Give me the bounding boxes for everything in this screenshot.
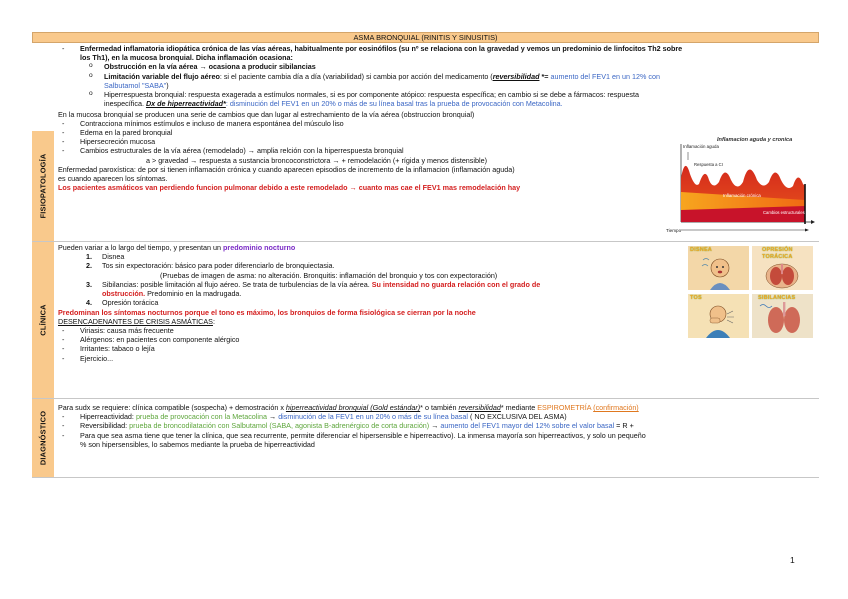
definition-line-1: - Enfermedad inflamatoria idiopática crónica de las vías aéreas, habitualmente por eosinófilos (su nº se relaciona con la gravedad y vemos un predominio de linfocitos Th2 sobre — [80, 44, 683, 53]
label-tiempo: Tiempo — [666, 228, 682, 233]
diagnostico-item-note: - Para que sea asma tiene que tener la clínica, que sea recurrente, permite diferenciar el hipersensible e hiperreactivo). La inmensa mayoría son hiperreactivos, y solo un pequeño % son hipersensibles, lo sabemos mediante la prueba de hiperreactividad — [58, 431, 817, 449]
symptom-sub: (Pruebas de imagen de asma: no alteración. Bronquitis: inflamación del bronquio y tos con expectoración) — [160, 270, 498, 280]
diagnostico-content — [58, 403, 817, 449]
document-title: ASMA BRONQUIAL (RINITIS Y SINUSITIS) — [32, 32, 819, 43]
side-label-text: DIAGNÓSTICO — [38, 410, 48, 466]
section-label-diagnostico — [32, 399, 54, 477]
trigger-item: - Alérgenos: en pacientes con componente alérgico — [58, 335, 817, 344]
remodel-item: - Contracciona mínimos estímulos e incluso de manera espontánea del músculo liso — [58, 119, 817, 128]
triggers-heading: DESENCADENANTES DE CRISIS ASMÁTICAS: — [58, 316, 215, 326]
symptom-card-opresion — [752, 246, 813, 290]
section-fisiopatologia — [32, 43, 819, 242]
label-disnea: DISNEA — [690, 247, 712, 253]
label-estructurales: Cambios estructurales — [763, 210, 805, 215]
label-cronica: Inflamación crónica — [723, 193, 761, 198]
definition-item — [58, 44, 817, 109]
figure-title: Inflamacion aguda y cronica — [717, 137, 793, 143]
section-label-clinica — [32, 242, 54, 398]
trigger-item: - Irritantes: tabaco o lejía — [58, 344, 817, 353]
consequence-item: o Limitación variable del flujo aéreo: si el paciente cambia día a día (variabilidad) si cambia por acción del medicamento (reversibilidad *= aumento del FEV1 en un 12% con Salbutamol "SABA") — [80, 72, 817, 90]
remodel-item: - Hipersecreción mucosa — [58, 137, 817, 146]
side-label-text: CLÍNICA — [38, 304, 48, 336]
definition-list — [58, 44, 817, 109]
page-number: 1 — [790, 555, 795, 565]
diagnostico-intro: Para sudx se requiere: clínica compatible (sospecha) + demostración x hiperreactividad bronquial (Gold estándar)* o también reversibilidad* mediante ESPIROMETRÍA (confirmación) — [58, 403, 639, 412]
definition-line-2: los Th1), en la mucosa bronquial. Dicha inflamación ocasiona: — [80, 53, 293, 63]
consequence-item: o Obstrucción en la vía aérea → ocasiona a producir sibilancias — [80, 62, 817, 71]
diagnostico-list — [58, 412, 817, 449]
symptom-item: 1. Disnea — [86, 252, 125, 262]
symptom-item: 4. Opresión torácica — [86, 298, 159, 308]
side-label-text: FISIOPATOLOGÍA — [38, 153, 48, 219]
diagnostico-item-rev: - Reversibilidad: prueba de broncodilatación con Salbutamol (SABA, agonista B-adrenérgico de corta duración) → aumento del FEV1 mayor del 12% sobre el valor basal = R + — [58, 421, 817, 430]
inflammation-chart — [665, 134, 815, 238]
symptom-card-sibilancias — [752, 294, 813, 338]
remodel-intro: En la mucosa bronquial se producen una serie de cambios que dan lugar al estrechamiento de la vía aérea (obstruccion bronquial) — [58, 109, 475, 119]
symptom-card-tos — [688, 294, 749, 338]
section-diagnostico — [32, 399, 819, 478]
remodel-sub: a > gravedad → respuesta a sustancia broncoconstrictora → + remodelación (+ rígida y menos distensible) — [146, 155, 487, 165]
consequences-list — [80, 62, 817, 108]
inflammation-figure — [665, 134, 815, 238]
diagnostico-item-hiper: - Hiperreactividad: prueba de provocación con la Metacolina → disminución de la FEV1 en un 20% o más de su línea basal ( NO EXCLUSIVA DEL ASMA) — [58, 412, 817, 421]
symptoms-figure — [688, 246, 814, 338]
label-aguda: Inflamación aguda — [683, 144, 719, 149]
symptom-card-disnea — [688, 246, 749, 290]
fisiopatologia-red-note: Los pacientes asmáticos van perdiendo funcion pulmonar debido a este remodelado → cuanto mas cae el FEV1 mas remodelación hay — [58, 183, 521, 193]
section-clinica — [32, 242, 819, 399]
symptom-item: 2. Tos sin expectoración: básico para poder diferenciarlo de bronquiectasia. — [86, 261, 335, 271]
paroxistica-line-2: es cuando aparecen los síntomas. — [58, 174, 168, 184]
trigger-item: - Viriasis: causa más frecuente — [58, 326, 817, 335]
time-arrow-head — [805, 229, 809, 232]
symptom-cont: obstrucción. Predominio en la madrugada. — [102, 289, 242, 299]
label-sibilancias: SIBILANCIAS — [758, 295, 796, 301]
paroxistica-line-1: Enfermedad paroxística: de por si tienen inflamación crónica y cuando aparecen episodios de incremento de la inflamacion (inflamación aguda) — [58, 164, 515, 174]
trigger-item: - Ejercicio... — [58, 354, 817, 363]
remodel-item: - Edema en la pared bronquial — [58, 128, 817, 137]
label-respuesta: Respuesta a CI — [694, 162, 723, 167]
x-axis-arrow — [811, 220, 815, 224]
consequence-item: o Hiperrespuesta bronquial: respuesta exagerada a estímulos normales, si es por componente atópico: respuesta específica; en cambio si se debe a fármacos: respuesta inespecífica. Dx de hiperreactividad*: disminución del FEV1 en un 20% o más de su línea basal tras la prueba de provocación con Metacolina. — [80, 90, 817, 108]
section-label-fisiopatologia — [32, 131, 54, 241]
clinica-intro: Pueden variar a lo largo del tiempo, y presentan un predominio nocturno — [58, 243, 296, 252]
symptom-item: 3. Sibilancias: posible limitación al flujo aéreo. Se trata de turbulencias de la vía aérea. Su intensidad no guarda relación con el grado de — [86, 279, 541, 289]
label-tos: TOS — [690, 295, 702, 301]
remodel-item: - Cambios estructurales de la vía aérea (remodelado) → amplia relción con la hiperrespuesta bronquial — [58, 146, 817, 155]
label-opresion: OPRESIÓN TORÁCICA — [762, 247, 793, 261]
clinica-red-note: Predominan los síntomas nocturnos porque el tono es máximo, los bronquios de forma fisiológica se cierran por la noche — [58, 307, 476, 317]
